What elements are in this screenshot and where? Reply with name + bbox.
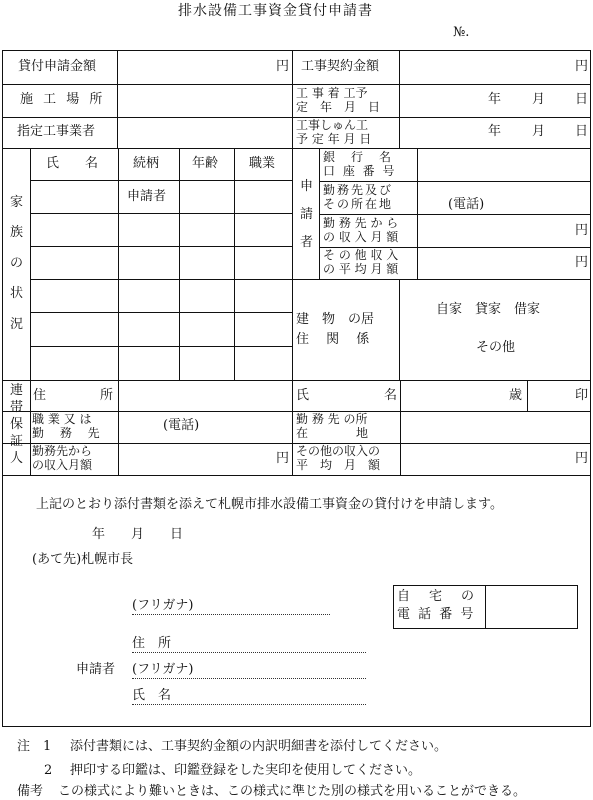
furigana-line-1: [132, 614, 330, 615]
rule: [117, 50, 118, 149]
end-date-label-1: 工事しゅん工: [296, 118, 369, 132]
rule: [319, 214, 590, 215]
guarantor-name-label-2: 名: [384, 388, 398, 403]
rule: [30, 346, 292, 347]
rule: [2, 475, 590, 476]
applicant-vert-1: 申: [300, 179, 314, 194]
guarantor-address-label-1: 住: [33, 388, 47, 403]
contract-amount-yen: 円: [575, 59, 589, 74]
applicant-vert-2: 請: [300, 207, 314, 222]
address-label: 住 所: [132, 636, 172, 651]
guarantor-address-label-2: 所: [100, 388, 114, 403]
guarantor-label-4: 証: [10, 434, 24, 449]
name-label: 氏 名: [132, 688, 172, 703]
start-date-label-2: 定 年 月 日: [296, 100, 381, 114]
work-income-yen: 円: [575, 223, 589, 238]
page-title: 排水設備工事資金貸付申請書: [178, 3, 373, 19]
start-year: 年: [488, 92, 502, 107]
guarantor-workplace-label-2: 在 地: [296, 426, 369, 440]
guarantor-other-income-label-1: その他の収入の: [296, 444, 381, 458]
family-label-1: 家: [10, 195, 24, 210]
home-phone-label-2: 電 話 番 号: [397, 607, 476, 622]
family-header-name: 氏 名: [46, 156, 99, 171]
family-label-4: 状: [10, 286, 24, 301]
residence-label-2: 住 関 係: [296, 332, 370, 347]
guarantor-other-income-label-2: 平 均 月 額: [296, 458, 381, 472]
start-month: 月: [532, 92, 546, 107]
work-income-label-2: の 収 入 月 額: [323, 230, 399, 244]
guarantor-work-income-label-1: 勤務先から: [32, 444, 93, 458]
end-month: 月: [532, 124, 546, 139]
rule: [118, 380, 119, 476]
rule: [2, 380, 590, 381]
furigana-label-1: (フリガナ): [132, 598, 194, 613]
family-header-job: 職業: [249, 156, 276, 171]
residence-options: 自家 貸家 借家: [436, 302, 541, 317]
guarantor-job-label-1: 職 業 又 は: [32, 412, 92, 426]
guarantor-other-income-yen: 円: [575, 451, 589, 466]
guarantor-seal-label: 印: [575, 388, 589, 403]
guarantor-workplace-label-1: 勤 務 先 の所: [296, 412, 368, 426]
workplace-label-2: その所在地: [323, 197, 394, 211]
declaration-text: 上記のとおり添付書類を添えて札幌市排水設備工事資金の貸付けを申請します。: [36, 497, 503, 512]
work-income-label-1: 勤 務 先 か ら: [323, 216, 399, 230]
rule: [30, 312, 292, 313]
applicant-signature-label: 申請者: [76, 662, 116, 677]
applicant-phone: (電話): [448, 197, 485, 212]
furigana-label-2: (フリガナ): [132, 662, 194, 677]
other-income-label-2: の 平 均 月 額: [323, 262, 399, 276]
contract-amount-label: 工事契約金額: [301, 59, 380, 74]
guarantor-age-label: 歳: [509, 388, 523, 403]
rule: [400, 380, 401, 476]
rule: [30, 213, 292, 214]
guarantor-label-5: 人: [10, 451, 24, 466]
guarantor-label-2: 帯: [10, 400, 24, 415]
guarantor-job-label-2: 勤 務 先: [32, 426, 100, 440]
rule: [30, 279, 292, 280]
furigana-line-2: [132, 678, 366, 679]
rule: [292, 279, 590, 280]
family-label-5: 況: [10, 317, 24, 332]
family-label-2: 族: [10, 225, 24, 240]
home-phone-label-1: 自 宅 の: [397, 589, 478, 604]
rule: [292, 50, 293, 476]
residence-other: その他: [476, 340, 516, 355]
addressee: (あて先)札幌市長: [32, 552, 134, 567]
rule: [30, 246, 292, 247]
remark-head: 備考: [17, 784, 44, 799]
guarantor-label-1: 連: [10, 383, 24, 398]
site-label: 施 工 場 所: [20, 92, 106, 107]
rule: [2, 84, 590, 85]
remark-text: この様式により難いときは、この様式に準じた別の様式を用いることができる。: [58, 784, 527, 799]
loan-amount-yen: 円: [276, 59, 290, 74]
guarantor-work-income-label-2: の収入月額: [32, 458, 93, 472]
rule: [485, 585, 486, 629]
workplace-label-1: 勤務先及び: [323, 183, 394, 197]
loan-amount-label: 貸付申請金額: [18, 59, 97, 74]
rule: [399, 279, 400, 381]
end-day: 日: [575, 124, 589, 139]
note-1-text: 添付書類には、工事契約金額の内訳明細書を添付してください。: [70, 739, 448, 754]
guarantor-label-3: 保: [10, 417, 24, 432]
note-2-text: 押印する印鑑は、印鑑登録をした実印を使用してください。: [70, 763, 422, 778]
end-year: 年: [488, 124, 502, 139]
note-2-head: 2: [44, 763, 53, 778]
family-label-3: の: [10, 256, 24, 271]
name-line: [132, 704, 366, 705]
applicant-vert-3: 者: [300, 235, 314, 250]
rule: [399, 50, 400, 149]
other-income-yen: 円: [575, 255, 589, 270]
start-date-label-1: 工 事 着 工予: [296, 86, 368, 100]
rule: [319, 181, 590, 182]
rule: [527, 380, 528, 412]
address-line: [132, 652, 366, 653]
start-day: 日: [575, 92, 589, 107]
end-date-label-2: 予 定 年 月 日: [296, 132, 372, 146]
bank-label-1: 銀 行 名: [323, 150, 394, 164]
note-1-head: 注 1: [17, 739, 52, 754]
contractor-label: 指定工事業者: [17, 124, 96, 139]
rule: [2, 148, 590, 149]
family-header-age: 年齢: [192, 156, 219, 171]
family-applicant-tag: 申請者: [127, 189, 167, 204]
family-header-relation: 続柄: [133, 156, 160, 171]
residence-label-1: 建 物 の居: [296, 312, 375, 327]
bank-label-2: 口 座 番 号: [323, 164, 397, 178]
application-date: 年 月 日: [92, 527, 184, 542]
other-income-label-1: そ の 他 収 入: [323, 248, 399, 262]
guarantor-name-label-1: 氏: [296, 388, 310, 403]
guarantor-phone: (電話): [163, 418, 200, 433]
rule: [30, 180, 292, 181]
guarantor-work-income-yen: 円: [276, 451, 290, 466]
form-number-label: №.: [453, 25, 470, 40]
